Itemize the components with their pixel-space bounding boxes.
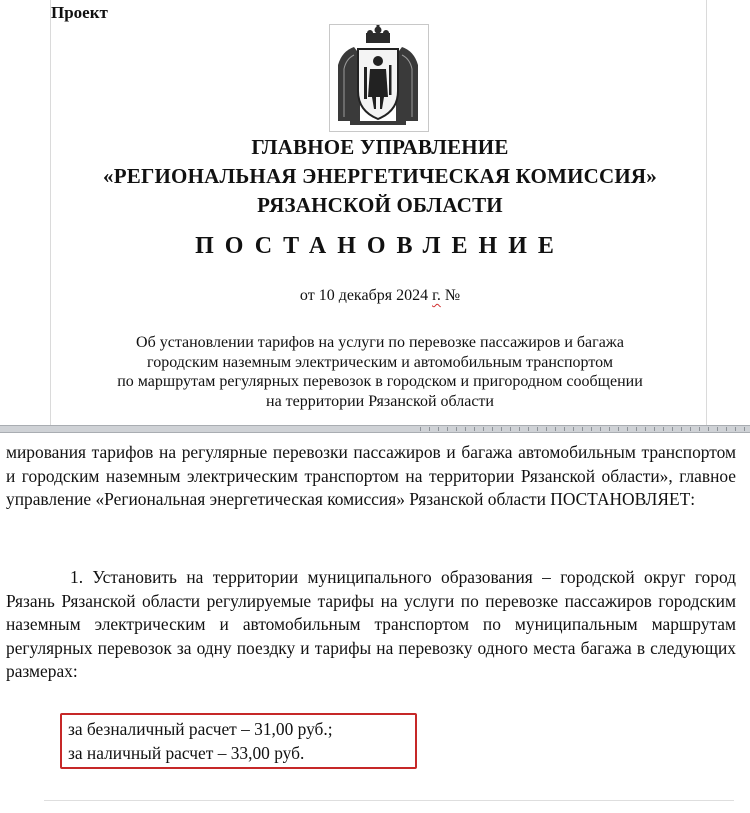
date-number-sign: № <box>440 287 461 304</box>
document-type-heading: ПОСТАНОВЛЕНИЕ <box>195 233 565 259</box>
subject-line-4: на территории Рязанской области <box>266 392 494 410</box>
rate-cash: за наличный расчет – 33,00 руб. <box>68 742 305 763</box>
document-body-fragment <box>0 433 750 813</box>
subject-line-1: Об установлении тарифов на услуги по перевозке пассажиров и багажа <box>136 334 624 351</box>
org-title-line-2: «РЕГИОНАЛЬНАЯ ЭНЕРГЕТИЧЕСКАЯ КОМИССИЯ» <box>103 164 657 188</box>
highlight-frame <box>60 713 417 769</box>
date-prefix: от 10 декабря 2024 <box>299 287 433 304</box>
ruler-ticks <box>420 427 750 431</box>
draft-label: Проект <box>51 3 108 22</box>
coat-of-arms-icon <box>329 24 429 132</box>
clause-1-paragraph <box>6 566 736 684</box>
rate-cashless: за безналичный расчет – 31,00 руб.; <box>68 719 333 739</box>
org-title-line-1: ГЛАВНОЕ УПРАВЛЕНИЕ <box>251 135 509 159</box>
subject-line-2: городским наземным электрическим и автомобильным транспортом <box>147 353 613 371</box>
page-bottom-rule <box>44 800 734 801</box>
preamble-text: мирования тарифов на регулярные перевозки пассажиров и багажа автомобильным транспортом и городским наземным электрическим транспортом на территории Рязанской области», главное управление «Региональная энергетическая комиссия» Рязанской области ПОСТАНОВЛЯЕТ: <box>6 442 736 509</box>
date-mark-spellcheck: г. <box>432 287 441 304</box>
subject-line-3: по маршрутам регулярных перевозок в городском и пригородном сообщении <box>117 373 643 390</box>
document-subject <box>50 333 710 411</box>
preamble-paragraph <box>6 441 736 512</box>
document-date <box>0 287 750 305</box>
clause-1-text: 1. Установить на территории муниципального образования – городской округ город Рязань Рязанской области регулируемые тарифы на услуги по перевозке пассажиров городским наземным электрическим и автомобильным транспортом по муниципальным маршрутам регулярных перевозок за одну поездку и тарифы на перевозку одного места багажа в следующих размерах: <box>6 567 736 681</box>
org-title-line-3: РЯЗАНСКОЙ ОБЛАСТИ <box>257 193 503 217</box>
